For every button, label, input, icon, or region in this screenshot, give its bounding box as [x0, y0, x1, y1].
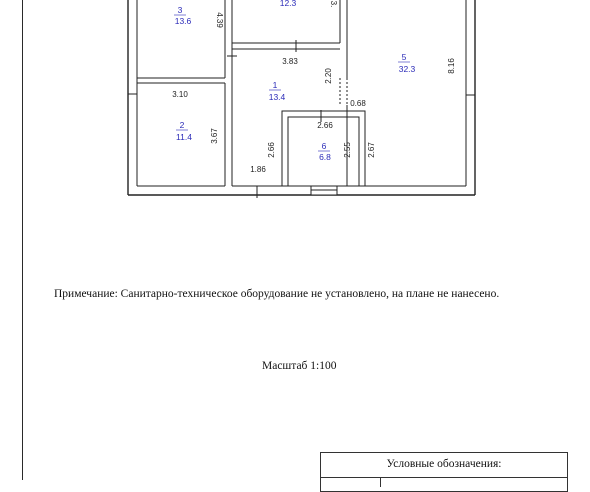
dim-3-top: 3.: [329, 0, 338, 8]
scale-label: Масштаб 1:100: [262, 360, 337, 372]
legend-tick: [380, 477, 381, 487]
room-5-area: 32.3: [398, 64, 416, 74]
room-4-area: 12.3: [279, 0, 297, 8]
room-2-area: 11.4: [176, 132, 192, 142]
room-1-number: 1: [272, 80, 278, 90]
dim-310: 3.10: [172, 90, 188, 99]
room-6-area: 6.8: [319, 152, 331, 162]
room-2-number: 2: [179, 120, 185, 130]
dim-367: 3.67: [210, 128, 219, 144]
dim-068: 0.68: [350, 99, 366, 108]
dim-816: 8.16: [447, 58, 456, 74]
plan-note: Примечание: Санитарно-техническое оборудование не установлено, на плане не нанесено.: [54, 288, 500, 300]
dim-266-corridor: 2.66: [267, 142, 276, 158]
room-1-area: 13.4: [268, 92, 286, 102]
legend-title: Условные обозначения:: [386, 458, 502, 470]
room-3-number: 3: [177, 5, 183, 15]
dim-186: 1.86: [250, 165, 266, 174]
legend-divider: [320, 477, 568, 478]
dim-220: 2.20: [324, 68, 333, 84]
dim-267: 2.67: [367, 142, 376, 158]
dim-266-room6: 2.66: [317, 121, 333, 130]
room-5-number: 5: [401, 52, 407, 62]
dim-255: 2.55: [343, 142, 352, 158]
room-6-number: 6: [321, 141, 327, 151]
dim-383: 3.83: [282, 57, 298, 66]
room-3-area: 13.6: [174, 16, 192, 26]
dim-439: 4.39: [215, 12, 224, 28]
